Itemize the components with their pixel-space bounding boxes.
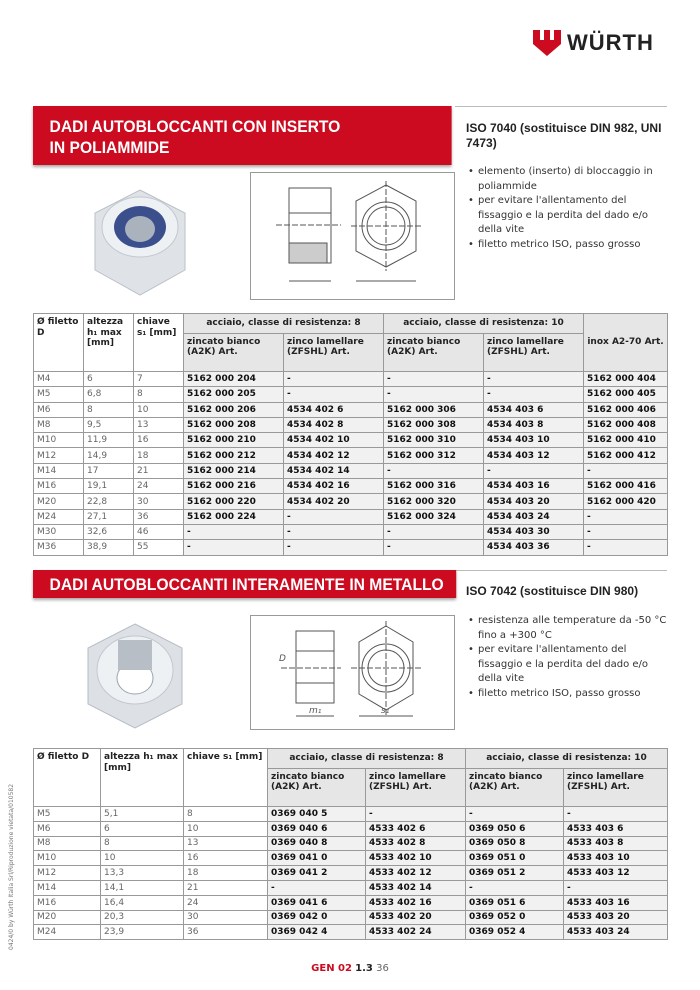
bullet: • elemento (inserto) di bloccaggio in poliammide bbox=[466, 165, 671, 194]
bullet: • resistenza alle temperature da -50 °C fino a +300 °C bbox=[466, 614, 671, 643]
bullet: • filetto metrico ISO, passo grosso bbox=[466, 687, 671, 702]
section1-title bbox=[33, 106, 452, 165]
article-cell: - bbox=[466, 807, 564, 822]
spec-cell: 13 bbox=[134, 417, 184, 432]
article-cell: 4534 403 30 bbox=[484, 524, 584, 539]
article-cell: 4534 402 16 bbox=[284, 479, 384, 494]
divider bbox=[455, 106, 667, 107]
article-cell: 5162 000 205 bbox=[184, 387, 284, 402]
article-cell: 5162 000 204 bbox=[184, 372, 284, 387]
spec-cell: M8 bbox=[34, 836, 101, 851]
spec-cell: 23,9 bbox=[101, 925, 184, 940]
section-number: 1.3 bbox=[355, 963, 373, 974]
article-cell: - bbox=[584, 463, 668, 478]
spec-cell: 10 bbox=[134, 402, 184, 417]
column-header: zinco lamellare (ZFSHL) Art. bbox=[484, 333, 584, 371]
article-cell: 4533 402 16 bbox=[366, 895, 466, 910]
article-cell: - bbox=[284, 524, 384, 539]
article-cell: - bbox=[384, 540, 484, 555]
table-row bbox=[34, 448, 668, 463]
spec-cell: 6 bbox=[101, 821, 184, 836]
column-header: zincato bianco (A2K) Art. bbox=[466, 768, 564, 806]
article-cell: 5162 000 324 bbox=[384, 509, 484, 524]
spec-cell: M6 bbox=[34, 821, 101, 836]
bullet: • filetto metrico ISO, passo grosso bbox=[466, 238, 671, 253]
article-cell: 4533 403 16 bbox=[564, 895, 668, 910]
spec-cell: M14 bbox=[34, 880, 101, 895]
table-row bbox=[34, 880, 668, 895]
column-header: zincato bianco (A2K) Art. bbox=[268, 768, 366, 806]
wurth-logo-icon bbox=[533, 30, 561, 56]
article-cell: 5162 000 405 bbox=[584, 387, 668, 402]
article-cell: 4533 402 6 bbox=[366, 821, 466, 836]
spec-cell: 24 bbox=[134, 479, 184, 494]
spec-cell: 16 bbox=[134, 433, 184, 448]
table-row bbox=[34, 524, 668, 539]
column-header: Ø filetto D bbox=[34, 749, 101, 807]
table-row bbox=[34, 463, 668, 478]
article-cell: 4533 403 12 bbox=[564, 866, 668, 881]
article-cell: 4533 403 20 bbox=[564, 910, 668, 925]
spec-cell: 36 bbox=[184, 925, 268, 940]
article-cell: 0369 051 0 bbox=[466, 851, 564, 866]
article-cell: 0369 050 6 bbox=[466, 821, 564, 836]
divider bbox=[455, 570, 667, 571]
article-cell: 0369 042 0 bbox=[268, 910, 366, 925]
bullet: • per evitare l'allentamento del fissaggio e la perdita del dado e/o della vite bbox=[466, 194, 671, 238]
article-cell: 4534 403 6 bbox=[484, 402, 584, 417]
article-cell: 4534 403 24 bbox=[484, 509, 584, 524]
column-header: inox A2-70 Art. bbox=[584, 314, 668, 372]
header-row bbox=[34, 749, 668, 769]
spec-cell: 14,1 bbox=[101, 880, 184, 895]
article-cell: 4534 403 16 bbox=[484, 479, 584, 494]
article-cell: 5162 000 220 bbox=[184, 494, 284, 509]
article-cell: - bbox=[584, 509, 668, 524]
article-cell: 5162 000 212 bbox=[184, 448, 284, 463]
bullet: • per evitare l'allentamento del fissaggio e la perdita del dado e/o della vite bbox=[466, 643, 671, 687]
spec-cell: 5,1 bbox=[101, 807, 184, 822]
article-cell: 4533 403 24 bbox=[564, 925, 668, 940]
spec-cell: 6,8 bbox=[84, 387, 134, 402]
table-row bbox=[34, 821, 668, 836]
article-cell: 0369 051 6 bbox=[466, 895, 564, 910]
article-cell: - bbox=[268, 880, 366, 895]
article-cell: - bbox=[384, 372, 484, 387]
spec-cell: M8 bbox=[34, 417, 84, 432]
column-header: chiave s₁ [mm] bbox=[184, 749, 268, 807]
spec-cell: M12 bbox=[34, 866, 101, 881]
spec-cell: 20,3 bbox=[101, 910, 184, 925]
article-cell: - bbox=[284, 387, 384, 402]
column-header: altezza h₁ max [mm] bbox=[84, 314, 134, 372]
article-cell: 0369 041 6 bbox=[268, 895, 366, 910]
article-cell: - bbox=[484, 387, 584, 402]
spec-cell: M16 bbox=[34, 479, 84, 494]
table-row bbox=[34, 479, 668, 494]
section1-technical-drawing bbox=[250, 172, 455, 300]
spec-cell: 30 bbox=[134, 494, 184, 509]
article-cell: 0369 041 0 bbox=[268, 851, 366, 866]
article-cell: - bbox=[564, 880, 668, 895]
article-cell: - bbox=[484, 372, 584, 387]
article-cell: 4534 402 20 bbox=[284, 494, 384, 509]
article-cell: 5162 000 316 bbox=[384, 479, 484, 494]
group-header: acciaio, classe di resistenza: 10 bbox=[466, 749, 668, 769]
table-row bbox=[34, 925, 668, 940]
article-cell: 5162 000 416 bbox=[584, 479, 668, 494]
article-cell: 4534 403 36 bbox=[484, 540, 584, 555]
table-row bbox=[34, 433, 668, 448]
article-cell: 4534 403 20 bbox=[484, 494, 584, 509]
spec-cell: 24 bbox=[184, 895, 268, 910]
table-row bbox=[34, 851, 668, 866]
spec-cell: M16 bbox=[34, 895, 101, 910]
article-cell: 0369 052 0 bbox=[466, 910, 564, 925]
spec-cell: 27,1 bbox=[84, 509, 134, 524]
svg-text:s₁: s₁ bbox=[381, 706, 390, 716]
column-header: zinco lamellare (ZFSHL) Art. bbox=[564, 768, 668, 806]
spec-cell: 21 bbox=[134, 463, 184, 478]
column-header: zincato bianco (A2K) Art. bbox=[184, 333, 284, 371]
article-cell: - bbox=[284, 540, 384, 555]
article-cell: 4533 403 6 bbox=[564, 821, 668, 836]
spec-cell: 16 bbox=[184, 851, 268, 866]
article-cell: 4534 402 10 bbox=[284, 433, 384, 448]
table-row bbox=[34, 910, 668, 925]
article-cell: - bbox=[584, 540, 668, 555]
spec-cell: M12 bbox=[34, 448, 84, 463]
spec-cell: M6 bbox=[34, 402, 84, 417]
spec-cell: 36 bbox=[134, 509, 184, 524]
header-row bbox=[34, 314, 668, 334]
spec-cell: 19,1 bbox=[84, 479, 134, 494]
spec-cell: 8 bbox=[184, 807, 268, 822]
article-cell: 5162 000 208 bbox=[184, 417, 284, 432]
article-cell: - bbox=[584, 524, 668, 539]
article-cell: 4533 402 8 bbox=[366, 836, 466, 851]
svg-text:m₁: m₁ bbox=[309, 706, 322, 716]
article-cell: 5162 000 310 bbox=[384, 433, 484, 448]
article-cell: 5162 000 408 bbox=[584, 417, 668, 432]
spec-cell: M30 bbox=[34, 524, 84, 539]
spec-cell: 38,9 bbox=[84, 540, 134, 555]
article-cell: 0369 051 2 bbox=[466, 866, 564, 881]
spec-cell: M14 bbox=[34, 463, 84, 478]
table-row bbox=[34, 402, 668, 417]
article-cell: - bbox=[484, 463, 584, 478]
article-cell: 0369 041 2 bbox=[268, 866, 366, 881]
spec-cell: M36 bbox=[34, 540, 84, 555]
article-cell: 5162 000 216 bbox=[184, 479, 284, 494]
article-cell: - bbox=[384, 463, 484, 478]
article-cell: 0369 040 5 bbox=[268, 807, 366, 822]
article-cell: 4533 403 8 bbox=[564, 836, 668, 851]
section2-bullets bbox=[466, 614, 671, 701]
article-cell: 5162 000 306 bbox=[384, 402, 484, 417]
spec-cell: M24 bbox=[34, 925, 101, 940]
column-header: zinco lamellare (ZFSHL) Art. bbox=[366, 768, 466, 806]
spec-cell: 8 bbox=[134, 387, 184, 402]
column-header: Ø filetto D bbox=[34, 314, 84, 372]
column-header: altezza h₁ max [mm] bbox=[101, 749, 184, 807]
article-cell: 0369 040 8 bbox=[268, 836, 366, 851]
table-row bbox=[34, 540, 668, 555]
section2-technical-drawing bbox=[250, 615, 455, 730]
spec-cell: M10 bbox=[34, 433, 84, 448]
article-cell: 5162 000 308 bbox=[384, 417, 484, 432]
column-header: zinco lamellare (ZFSHL) Art. bbox=[284, 333, 384, 371]
title-line: DADI AUTOBLOCCANTI CON INSERTO bbox=[49, 117, 341, 136]
article-cell: 4534 402 12 bbox=[284, 448, 384, 463]
table-row bbox=[34, 866, 668, 881]
section2-standard: ISO 7042 (sostituisce DIN 980) bbox=[466, 584, 639, 598]
article-cell: - bbox=[366, 807, 466, 822]
spec-cell: 9,5 bbox=[84, 417, 134, 432]
article-cell: 0369 042 4 bbox=[268, 925, 366, 940]
spec-cell: 13 bbox=[184, 836, 268, 851]
spec-cell: 16,4 bbox=[101, 895, 184, 910]
spec-cell: M5 bbox=[34, 387, 84, 402]
spec-cell: 18 bbox=[184, 866, 268, 881]
table-row bbox=[34, 417, 668, 432]
catalog-code: GEN 02 bbox=[311, 963, 352, 974]
article-cell: 4533 403 10 bbox=[564, 851, 668, 866]
table-row bbox=[34, 494, 668, 509]
article-cell: 5162 000 320 bbox=[384, 494, 484, 509]
column-header: chiave s₁ [mm] bbox=[134, 314, 184, 372]
table-row bbox=[34, 836, 668, 851]
section1-bullets bbox=[466, 165, 671, 252]
spec-cell: 8 bbox=[101, 836, 184, 851]
spec-cell: 7 bbox=[134, 372, 184, 387]
spec-cell: 6 bbox=[84, 372, 134, 387]
table-row bbox=[34, 509, 668, 524]
spec-cell: 13,3 bbox=[101, 866, 184, 881]
spec-cell: 22,8 bbox=[84, 494, 134, 509]
article-cell: - bbox=[284, 372, 384, 387]
spec-cell: M5 bbox=[34, 807, 101, 822]
article-cell: 4534 402 6 bbox=[284, 402, 384, 417]
article-cell: - bbox=[284, 509, 384, 524]
title-line: DADI AUTOBLOCCANTI INTERAMENTE IN METALLO bbox=[49, 575, 444, 594]
article-cell: 5162 000 412 bbox=[584, 448, 668, 463]
article-cell: - bbox=[466, 880, 564, 895]
svg-text:D: D bbox=[279, 654, 286, 664]
spec-cell: M24 bbox=[34, 509, 84, 524]
spec-cell: M4 bbox=[34, 372, 84, 387]
spec-cell: 46 bbox=[134, 524, 184, 539]
table-row bbox=[34, 807, 668, 822]
spec-cell: 21 bbox=[184, 880, 268, 895]
article-cell: - bbox=[384, 387, 484, 402]
section1-standard: ISO 7040 (sostituisce DIN 982, UNI 7473) bbox=[466, 121, 662, 150]
spec-cell: 8 bbox=[84, 402, 134, 417]
spec-cell: M20 bbox=[34, 494, 84, 509]
spec-cell: 18 bbox=[134, 448, 184, 463]
article-cell: 0369 040 6 bbox=[268, 821, 366, 836]
article-cell: - bbox=[564, 807, 668, 822]
article-cell: 4533 402 14 bbox=[366, 880, 466, 895]
spec-cell: M20 bbox=[34, 910, 101, 925]
spec-cell: 11,9 bbox=[84, 433, 134, 448]
article-cell: 4533 402 20 bbox=[366, 910, 466, 925]
spec-cell: 55 bbox=[134, 540, 184, 555]
group-header: acciaio, classe di resistenza: 8 bbox=[184, 314, 384, 334]
article-cell: 0369 052 4 bbox=[466, 925, 564, 940]
section2-title bbox=[33, 570, 456, 598]
wurth-logo: WÜRTH bbox=[533, 28, 673, 58]
spec-cell: 10 bbox=[184, 821, 268, 836]
spec-cell: 30 bbox=[184, 910, 268, 925]
article-cell: 4534 402 14 bbox=[284, 463, 384, 478]
spec-cell: M10 bbox=[34, 851, 101, 866]
article-cell: 4533 402 24 bbox=[366, 925, 466, 940]
article-cell: 5162 000 214 bbox=[184, 463, 284, 478]
article-cell: - bbox=[184, 540, 284, 555]
all-metal-nut-photo bbox=[80, 620, 190, 732]
spec-cell: 32,6 bbox=[84, 524, 134, 539]
article-cell: 4534 402 8 bbox=[284, 417, 384, 432]
article-cell: 4534 403 10 bbox=[484, 433, 584, 448]
copyright-note: 0424/0 by Würth Italia Srl/Riproduzione vietata/010582 bbox=[8, 783, 15, 950]
article-cell: 4534 403 8 bbox=[484, 417, 584, 432]
section2-table bbox=[33, 748, 668, 940]
spec-cell: 10 bbox=[101, 851, 184, 866]
table-row bbox=[34, 372, 668, 387]
article-cell: 5162 000 224 bbox=[184, 509, 284, 524]
title-line: IN POLIAMMIDE bbox=[49, 138, 170, 157]
article-cell: 5162 000 206 bbox=[184, 402, 284, 417]
article-cell: 5162 000 406 bbox=[584, 402, 668, 417]
column-header: zincato bianco (A2K) Art. bbox=[384, 333, 484, 371]
section1-table bbox=[33, 313, 668, 556]
article-cell: 5162 000 312 bbox=[384, 448, 484, 463]
nylon-insert-nut-photo bbox=[85, 185, 195, 300]
article-cell: - bbox=[384, 524, 484, 539]
article-cell: 5162 000 210 bbox=[184, 433, 284, 448]
article-cell: 5162 000 410 bbox=[584, 433, 668, 448]
table-row bbox=[34, 895, 668, 910]
spec-cell: 14,9 bbox=[84, 448, 134, 463]
article-cell: 0369 050 8 bbox=[466, 836, 564, 851]
table-row bbox=[34, 387, 668, 402]
article-cell: 4533 402 12 bbox=[366, 866, 466, 881]
group-header: acciaio, classe di resistenza: 8 bbox=[268, 749, 466, 769]
article-cell: 4534 403 12 bbox=[484, 448, 584, 463]
page-number: 36 bbox=[376, 963, 389, 974]
page-footer bbox=[0, 963, 700, 974]
spec-cell: 17 bbox=[84, 463, 134, 478]
group-header: acciaio, classe di resistenza: 10 bbox=[384, 314, 584, 334]
article-cell: - bbox=[184, 524, 284, 539]
article-cell: 4533 402 10 bbox=[366, 851, 466, 866]
article-cell: 5162 000 404 bbox=[584, 372, 668, 387]
article-cell: 5162 000 420 bbox=[584, 494, 668, 509]
